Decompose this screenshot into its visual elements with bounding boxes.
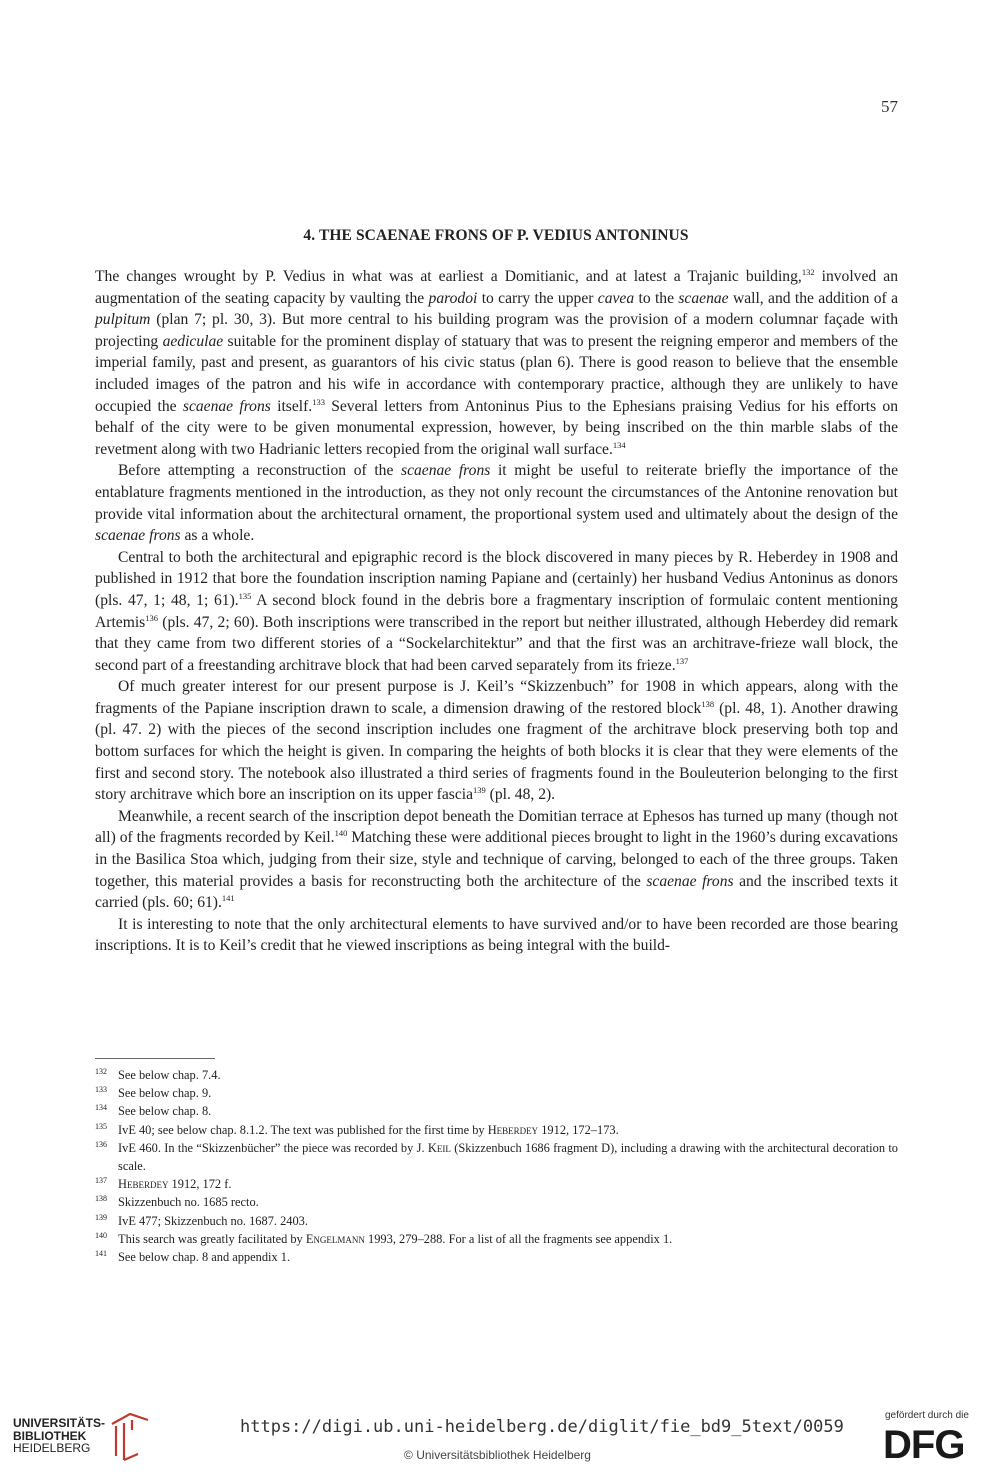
footnote-ref: 138 [701,698,715,709]
footnote-number: 139 [95,1212,107,1222]
text-run: 1993, 279–288. For a list of all the fragments see appendix 1. [364,1231,673,1246]
text-run: 1912, 172 f. [168,1177,232,1192]
document-url-link[interactable]: https://digi.ub.uni-heidelberg.de/diglit/fie_bd9_5text/0059 [240,1417,844,1437]
italic-term: scaenae frons [401,462,491,480]
footnote [95,1066,898,1084]
text-run: and the inscribed texts it carried (pls. 60; 61). [95,872,899,912]
library-name-line-3: HEIDELBERG [13,1441,91,1455]
text-run: It is interesting to note that the only architectural elements to have survived and/or to have been recorded are those bearing inscriptions. It is to Keil’s credit that he viewed inscriptions as being integral with the build- [95,915,898,955]
dfg-logo-text: DFG [883,1426,965,1462]
footnote-number: 132 [95,1067,107,1076]
text-run: See below chap. 8 and appendix 1. [118,1250,291,1265]
footnote-ref: 134 [612,439,626,450]
funding-caption: gefördert durch die [885,1410,969,1421]
text-run: See below chap. 8. [118,1104,212,1119]
footnote-ref: 140 [334,828,348,839]
footnote [95,1139,898,1175]
library-name-line-2: BIBLIOTHEK [13,1428,87,1443]
text-run: 1912, 172–173. [538,1122,619,1137]
text-run: Central to both the architectural and epigraphic record is the block discovered in many pieces by R. Heberdey in 1908 and published in 1912 that bore the foundation inscription naming Papiane and (certainly) her husband Vedius Antoninus as donors (pls. 47, 1; 48, 1; 61). [95,548,898,609]
text-run: Skizzenbuch no. 1685 recto. [118,1195,259,1210]
italic-term: scaenae frons [182,397,271,415]
footnote [95,1121,898,1139]
footnote-ref: 139 [473,785,486,796]
page-footer [0,1400,992,1474]
footnote-number: 136 [95,1139,107,1149]
body-paragraph [95,547,898,677]
footnotes [95,1066,898,1266]
text-run: A second block found in the debris bore a fragmentary inscription of formulaic content mentioning Artemis [95,591,898,631]
text-run: See below chap. 9. [118,1086,212,1101]
italic-term: cavea [597,289,635,307]
text-run: involved an augmentation of the seating capacity by vaulting the [95,268,898,307]
text-run: Several letters from Antoninus Pius to the Ephesians praising Vedius for his efforts on behalf of the city were to be given monumental expression, however, by being inscribed on the thin marble slabs of the revetment along with two Hadrianic letters recopied from the original wall surface. [95,397,898,458]
text-run: itself. [270,397,313,415]
text-run: See below chap. 7.4. [118,1068,221,1082]
text-run: (plan 7; pl. 30, 3). But more central to his building program was the provision of a modern columnar façade with projecting [95,311,898,350]
text-run: This search was greatly facilitated by [118,1231,306,1246]
text-run: The changes wrought by P. Vedius in what was at earliest a Domitianic, and at latest a Trajanic building, [95,268,802,285]
text-run: wall, and the addition of a [728,289,898,307]
text-run: IvE 40; see below chap. 8.1.2. The text was published for the first time by [118,1122,488,1137]
text-run: Before attempting a reconstruction of the [118,462,401,480]
footnote-number: 138 [95,1194,107,1204]
text-run: as a whole. [180,527,255,545]
italic-term: scaenae frons [95,527,181,545]
italic-term: scaenae frons [646,872,734,890]
text-run: it might be useful to reiterate briefly the importance of the entablature fragments mentioned in the introduction, as they not only recount the circumstances of the Antonine renovation but provide vital information about the architectural ornament, the proportional system used and ultimately about the design of the [95,462,899,523]
footnote-number: 135 [95,1121,107,1131]
italic-term: parodoi [428,289,478,307]
footnote-ref: 133 [312,396,325,407]
body-paragraph [95,460,898,546]
footnote-ref: 137 [675,655,689,666]
text-run: suitable for the prominent display of statuary that was to present the reigning emperor and members of the imperial family, past and present, as guarantors of his civic status (plan 6). There is good reason to believe that the ensemble included images of the patron and his wife in accordance with contemporary practice, although they are unlikely to have occupied the [95,332,898,415]
text-run: IvE 477; Skizzenbuch no. 1687. 2403. [118,1213,308,1228]
body-paragraph [95,676,898,806]
author-name: Heberdey [487,1122,539,1137]
text-run: Meanwhile, a recent search of the inscription depot beneath the Domitian terrace at Ephesos has turned up many (though not all) of the fragments recorded by Keil. [95,807,898,847]
text-run: to the [634,289,679,307]
text-run: (pl. 48, 1). Another drawing (pl. 47. 2) with the pieces of the second inscription includes one fragment of the architrave block preserving both top and bottom surfaces for which the height is given. In comparing the heights of both blocks it is clear that they were elements of the first and second story. The notebook also illustrated a third series of fragments found in the Bouleuterion belonging to the first story architrave which bore an inscription on its upper fascia [95,699,898,804]
text-run: Of much greater interest for our present purpose is J. Keil’s “Skizzenbuch” for 1908 in which appears, along with the fragments of the Papiane inscription drawn to scale, a dimension drawing of the restored block [95,678,898,717]
footnote-ref: 135 [238,590,252,601]
italic-term: scaenae [678,289,729,307]
body-paragraph [95,266,898,460]
author-name: Heberdey [118,1177,169,1192]
body-paragraph [95,806,898,914]
text-run: (pls. 47, 2; 60). Both inscriptions were transcribed in the report but neither illustrated, although Heberdey did remark that they came from two different stories of a “Sockelarchitektur” and that the first was an architrave-frieze wall block, the second part of a freestanding architrave block that had been carved separately from its frieze. [95,613,898,674]
dfg-logo-icon [883,1426,979,1462]
copyright-notice: © Universitätsbibliothek Heidelberg [404,1448,591,1462]
author-name: Keil [427,1140,451,1155]
footnote-ref: 136 [145,612,158,623]
footnote [95,1230,898,1248]
footnote [95,1084,898,1102]
footnote [95,1102,898,1120]
footnote [95,1193,898,1211]
text-run: to carry the upper [477,289,598,307]
chapter-title: 4. THE SCAENAE FRONS OF P. VEDIUS ANTONINUS [303,227,689,244]
footnote [95,1248,898,1266]
footnote-ref: 132 [801,267,815,277]
page-number: 57 [881,97,898,116]
footnote-ref: 141 [221,893,235,904]
footnote [95,1175,898,1193]
body-paragraph [95,914,898,957]
main-text [95,266,898,957]
italic-term: aediculae [162,332,224,350]
text-run: IvE 460. In the “Skizzenbücher” the piece was recorded by J. [118,1140,428,1155]
footnote-number: 140 [95,1230,107,1240]
italic-term: pulpitum [95,311,151,329]
text-run: (pl. 48, 2). [485,786,556,804]
text-run: Matching these were additional pieces brought to light in the 1960’s during excavations in the Basilica Stoa which, judging from their size, style and technique of carving, belonged to each of the three groups. Taken together, this material provides a basis for reconstructing both the architecture of the [95,829,898,890]
footnote-number: 137 [95,1176,107,1186]
library-name-line-1: UNIVERSITÄTS- [13,1416,106,1430]
text-run: (Skizzenbuch 1686 fragment D), including a drawing with the architectural decoration to scale. [118,1140,898,1174]
footnote [95,1212,898,1230]
footnote-number: 134 [95,1103,107,1113]
funder-logo[interactable] [880,1410,985,1470]
footnote-number: 133 [95,1085,107,1095]
footnote-number: 141 [95,1249,107,1259]
footnote-divider [95,1058,215,1059]
author-name: Engelmann [305,1231,365,1246]
